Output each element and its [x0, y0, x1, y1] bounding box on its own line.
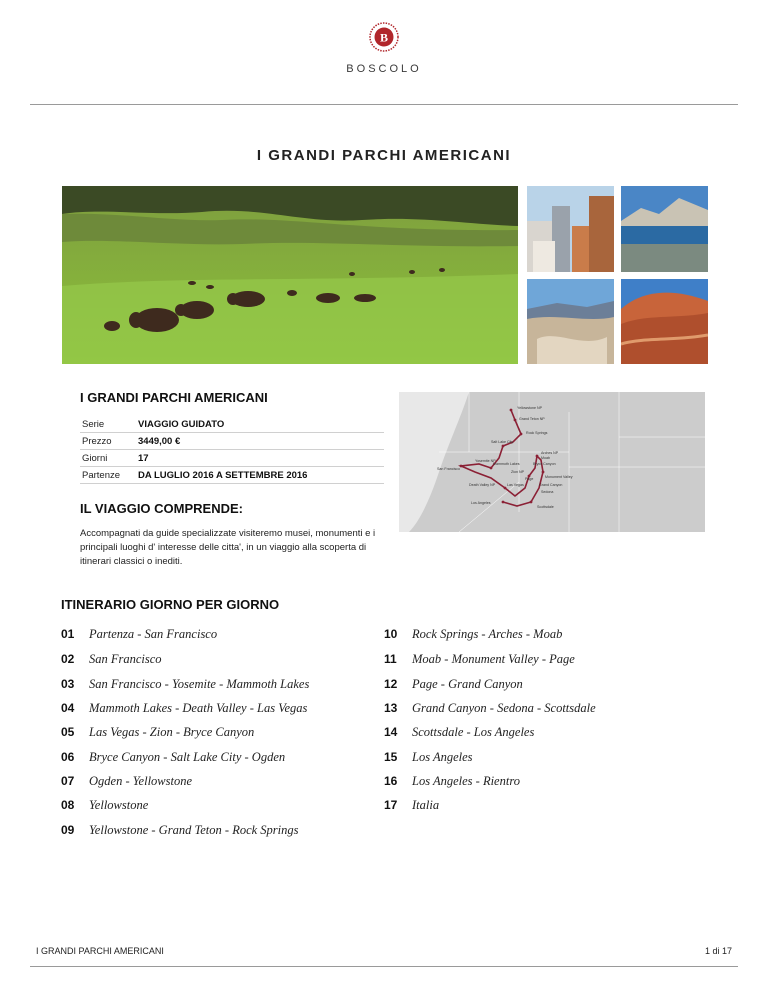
day-number: 04 [61, 701, 75, 715]
day-label: Los Angeles [412, 750, 473, 764]
day-label: San Francisco [89, 652, 162, 666]
page-title: I GRANDI PARCHI AMERICANI [256, 147, 512, 164]
itinerary-title: ITINERARIO GIORNO PER GIORNO [61, 597, 280, 612]
map-label: Scottsdale [537, 505, 554, 509]
includes-text: Accompagnati da guide specializzate visiteremo musei, monumenti e i principali luoghi d' interesse delle citta', in un viaggio alla scoperta di itinerari classici o inediti. [80, 528, 376, 567]
day-label: Grand Canyon - Sedona - Scottsdale [412, 701, 596, 715]
day-label: Las Vegas - Zion - Bryce Canyon [89, 725, 255, 739]
info-row-giorni [80, 450, 384, 467]
map-label: Grand Teton NP [519, 417, 545, 421]
day-number: 15 [384, 750, 398, 764]
includes-title: IL VIAGGIO COMPRENDE: [80, 501, 243, 516]
footer-divider [30, 966, 738, 967]
day-label: Los Angeles - Rientro [412, 774, 520, 788]
day-number: 16 [384, 774, 398, 788]
day-number: 09 [61, 823, 75, 837]
day-label: Rock Springs - Arches - Moab [412, 627, 563, 641]
info-value: VIAGGIO GUIDATO [136, 416, 384, 433]
day-number: 10 [384, 627, 398, 641]
city-buildings-photo [527, 186, 614, 272]
map-label: Las Vegas [507, 483, 524, 487]
day-label: Yellowstone [89, 798, 149, 812]
desert-badlands-photo [527, 279, 614, 364]
info-label: Giorni [80, 450, 136, 467]
red-rock-canyon-photo [621, 279, 708, 364]
map-label: Zion NP [511, 470, 524, 474]
boscolo-logo [0, 22, 768, 75]
day-number: 12 [384, 677, 398, 691]
map-label: Los Angeles [471, 501, 491, 505]
trip-info-table [80, 416, 384, 484]
info-label: Serie [80, 416, 136, 433]
map-label: Page [525, 477, 534, 481]
day-label: Italia [412, 798, 440, 812]
day-label: Moab - Monument Valley - Page [412, 652, 575, 666]
boscolo-emblem-icon [369, 22, 399, 52]
page-number: 1 di 17 [704, 946, 732, 956]
map-label: Mammoth Lakes [493, 462, 520, 466]
trip-info-title: I GRANDI PARCHI AMERICANI [80, 390, 268, 405]
info-label: Partenze [80, 467, 136, 484]
day-number: 11 [384, 652, 397, 666]
map-label: Moab [541, 456, 550, 460]
footer-title: I GRANDI PARCHI AMERICANI [36, 946, 164, 956]
day-number: 05 [61, 725, 75, 739]
day-number: 07 [61, 774, 75, 788]
info-row-serie [80, 416, 384, 433]
day-number: 17 [384, 798, 398, 812]
day-label: San Francisco - Yosemite - Mammoth Lakes [89, 677, 310, 691]
map-label: Sedona [541, 490, 554, 494]
day-number: 13 [384, 701, 398, 715]
mountain-lake-photo [621, 186, 708, 272]
day-label: Scottsdale - Los Angeles [412, 725, 535, 739]
bison-meadow-photo [62, 186, 518, 364]
info-value: 17 [136, 450, 384, 467]
day-number: 06 [61, 750, 75, 764]
info-value: DA LUGLIO 2016 A SETTEMBRE 2016 [136, 467, 384, 484]
day-label: Bryce Canyon - Salt Lake City - Ogden [89, 750, 286, 764]
info-label: Prezzo [80, 433, 136, 450]
map-label: Bryce Canyon [533, 462, 556, 466]
day-number: 02 [61, 652, 75, 666]
day-number: 01 [61, 627, 75, 641]
map-label: Yosemite NP [475, 459, 496, 463]
day-number: 14 [384, 725, 398, 739]
svg-text:B: B [379, 30, 389, 45]
route-map [399, 392, 705, 532]
map-label: Death Valley NP [469, 483, 496, 487]
brand-name: BOSCOLO [346, 63, 422, 75]
day-label: Page - Grand Canyon [412, 677, 523, 691]
map-label: Monument Valley [545, 475, 573, 479]
map-label: Rock Springs [526, 431, 548, 435]
info-row-prezzo [80, 433, 384, 450]
map-label: San Francisco [437, 467, 460, 471]
info-row-partenze [80, 467, 384, 484]
day-label: Mammoth Lakes - Death Valley - Las Vegas [89, 701, 308, 715]
map-label: Grand Canyon [539, 483, 563, 487]
map-label: Arches NP [541, 451, 559, 455]
info-value: 3449,00 € [136, 433, 384, 450]
day-label: Ogden - Yellowstone [89, 774, 193, 788]
day-label: Yellowstone - Grand Teton - Rock Springs [89, 823, 299, 837]
map-label: Salt Lake City [491, 440, 514, 444]
header-divider [30, 104, 738, 105]
map-label: Yellowstone NP [517, 406, 543, 410]
day-number: 03 [61, 677, 75, 691]
day-number: 08 [61, 798, 75, 812]
day-label: Partenza - San Francisco [89, 627, 218, 641]
